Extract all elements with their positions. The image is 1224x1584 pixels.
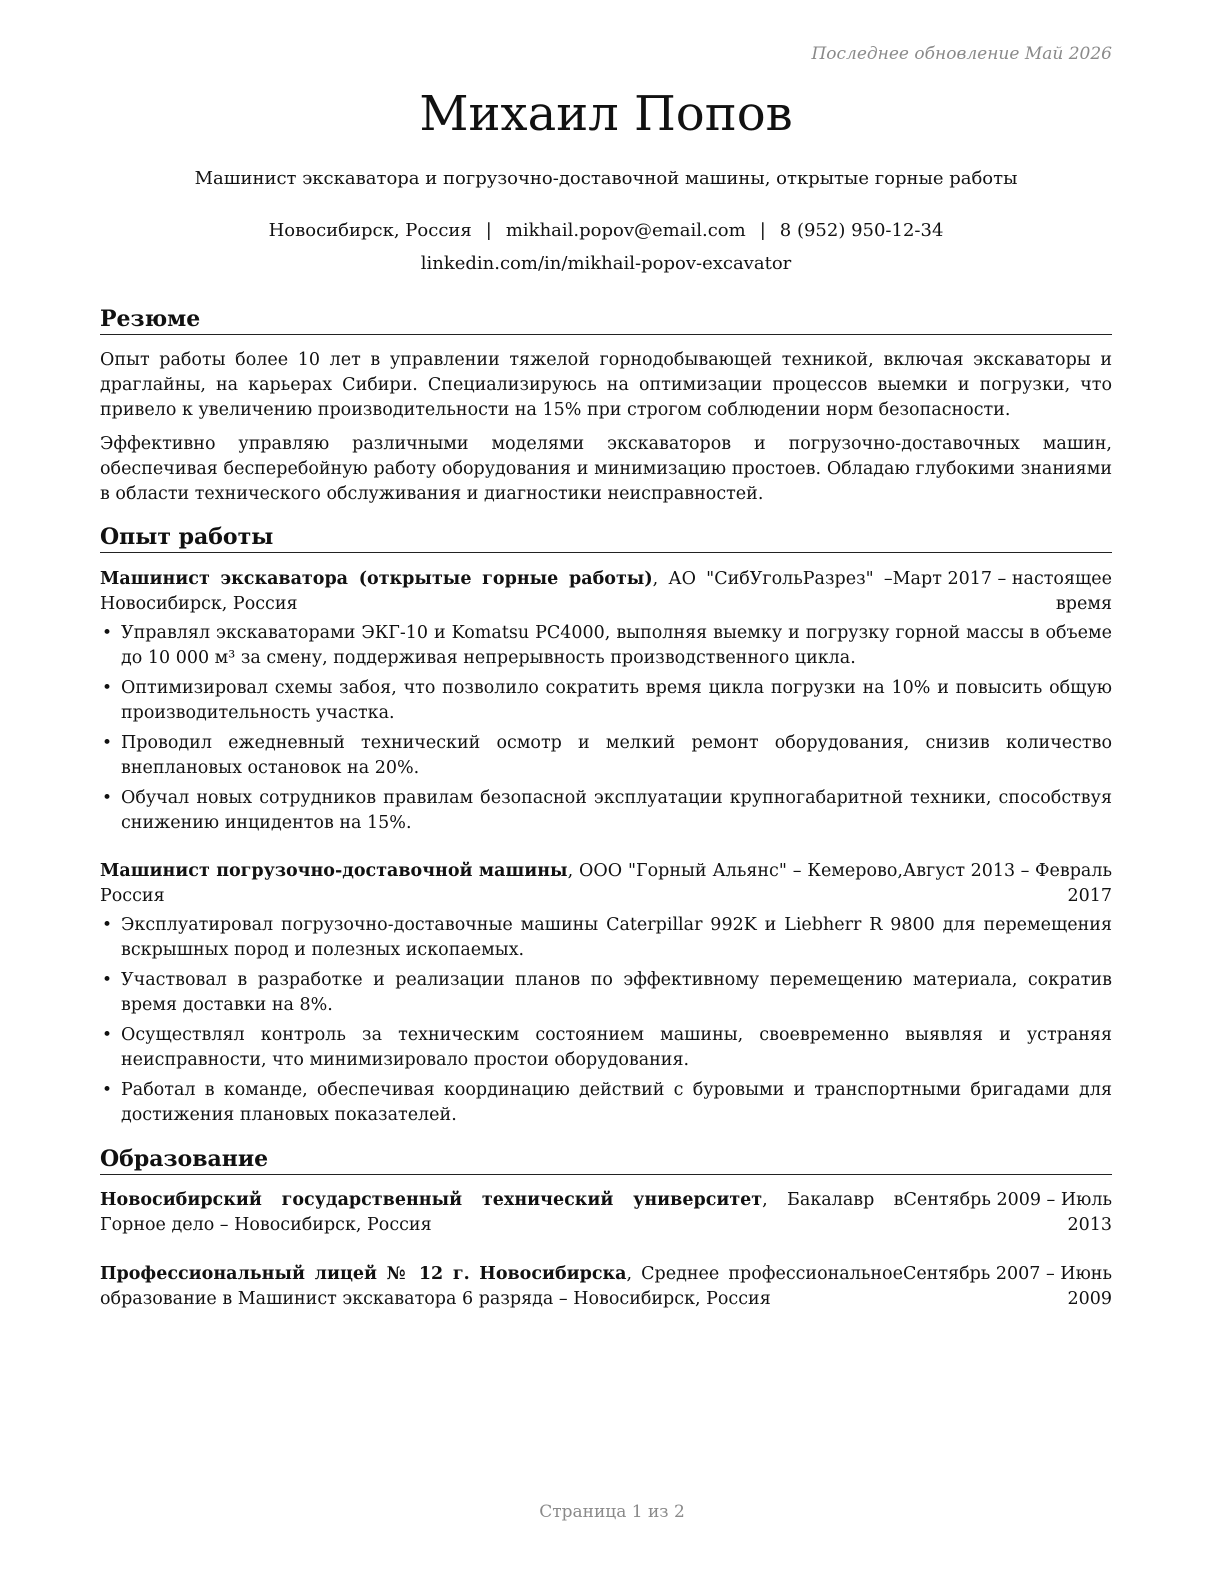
job-dates: Август 2013 – Февраль 2017 xyxy=(902,861,1112,906)
school-name: Профессиональный лицей № 12 г. Новосибирска xyxy=(100,1264,627,1284)
job-bullets xyxy=(100,913,1112,1128)
last-updated: Последнее обновление Май 2026 xyxy=(811,44,1112,64)
job-role: Машинист экскаватора (открытые горные работы) xyxy=(100,569,653,589)
job-header xyxy=(100,567,1112,617)
email-link[interactable]: mikhail.popov@email.com xyxy=(505,220,746,241)
degree-details: , Среднее профессиональное образование в Машинист экскаватора 6 разряда – Новосибирск, Россия xyxy=(100,1264,903,1309)
degree-details: , Бакалавр в Горное дело – Новосибирск, Россия xyxy=(100,1190,904,1235)
separator: | xyxy=(759,220,766,241)
education-entry xyxy=(100,1188,1112,1238)
job-header xyxy=(100,859,1112,909)
list-item: • Работал в команде, обеспечивая координацию действий с буровыми и транспортными бригадами для достижения плановых показателей. xyxy=(102,1080,1112,1125)
list-item: • Эксплуатировал погрузочно-доставочные машины Caterpillar 992K и Liebherr R 9800 для перемещения вскрышных пород и полезных ископаемых. xyxy=(102,915,1112,960)
education-entry xyxy=(100,1262,1112,1312)
separator: | xyxy=(485,220,492,241)
education-dates: Сентябрь 2009 – Июль 2013 xyxy=(903,1190,1112,1235)
job-title: Машинист экскаватора и погрузочно-доставочной машины, открытые горные работы xyxy=(194,168,1018,189)
candidate-name: Михаил Попов xyxy=(419,86,793,142)
job-dates: Март 2017 – настоящее время xyxy=(892,569,1112,614)
page-number: Страница 1 из 2 xyxy=(539,1502,685,1522)
education-dates: Сентябрь 2007 – Июнь 2009 xyxy=(902,1264,1112,1309)
education-header xyxy=(100,1262,1112,1312)
section-title-education: Образование xyxy=(100,1145,1112,1175)
contact-line xyxy=(100,220,1112,241)
job-org: , ООО "Горный Альянс" – Кемерово, Россия xyxy=(100,861,903,906)
job-org: , АО "СибУгольРазрез" – Новосибирск, Россия xyxy=(100,569,893,614)
list-item: • Участвовал в разработке и реализации планов по эффективному перемещению материала, сократив время доставки на 8%. xyxy=(102,970,1112,1015)
education-header xyxy=(100,1188,1112,1238)
job-entry xyxy=(100,567,1112,841)
section-title-experience: Опыт работы xyxy=(100,523,1112,553)
job-entry xyxy=(100,859,1112,1133)
job-bullets xyxy=(100,621,1112,836)
job-role: Машинист погрузочно-доставочной машины xyxy=(100,861,568,881)
list-item: • Управлял экскаваторами ЭКГ-10 и Komatsu PC4000, выполняя выемку и погрузку горной массы в объеме до 10 000 м³ за смену, поддерживая непрерывность производственного цикла. xyxy=(102,623,1112,668)
section-title-summary: Резюме xyxy=(100,305,1112,335)
list-item: • Обучал новых сотрудников правилам безопасной эксплуатации крупногабаритной техники, способствуя снижению инцидентов на 15%. xyxy=(102,788,1112,833)
phone: 8 (952) 950-12-34 xyxy=(779,220,944,241)
list-item: • Осуществлял контроль за техническим состоянием машины, своевременно выявляя и устраняя неисправности, что минимизировало простои оборудования. xyxy=(102,1025,1112,1070)
linkedin-link[interactable]: linkedin.com/in/mikhail-popov-excavator xyxy=(420,253,792,274)
location: Новосибирск, Россия xyxy=(268,220,472,241)
school-name: Новосибирский государственный технический университет xyxy=(100,1190,763,1210)
list-item: • Проводил ежедневный технический осмотр и мелкий ремонт оборудования, снизив количество внеплановых остановок на 20%. xyxy=(102,733,1112,778)
resume-page xyxy=(100,0,1112,1584)
summary-paragraph: Эффективно управляю различными моделями экскаваторов и погрузочно-доставочных машин, обеспечивая бесперебойную работу оборудования и минимизацию простоев. Обладаю глубокими знаниями в области технического обслуживания и диагностики неисправностей. xyxy=(100,434,1112,504)
summary-paragraph: Опыт работы более 10 лет в управлении тяжелой горнодобывающей техникой, включая экскаваторы и драглайны, на карьерах Сибири. Специализируюсь на оптимизации процессов выемки и погрузки, что привело к увеличению производительности на 15% при строгом соблюдении норм безопасности. xyxy=(100,350,1112,420)
list-item: • Оптимизировал схемы забоя, что позволило сократить время цикла погрузки на 10% и повысить общую производительность участка. xyxy=(102,678,1112,723)
